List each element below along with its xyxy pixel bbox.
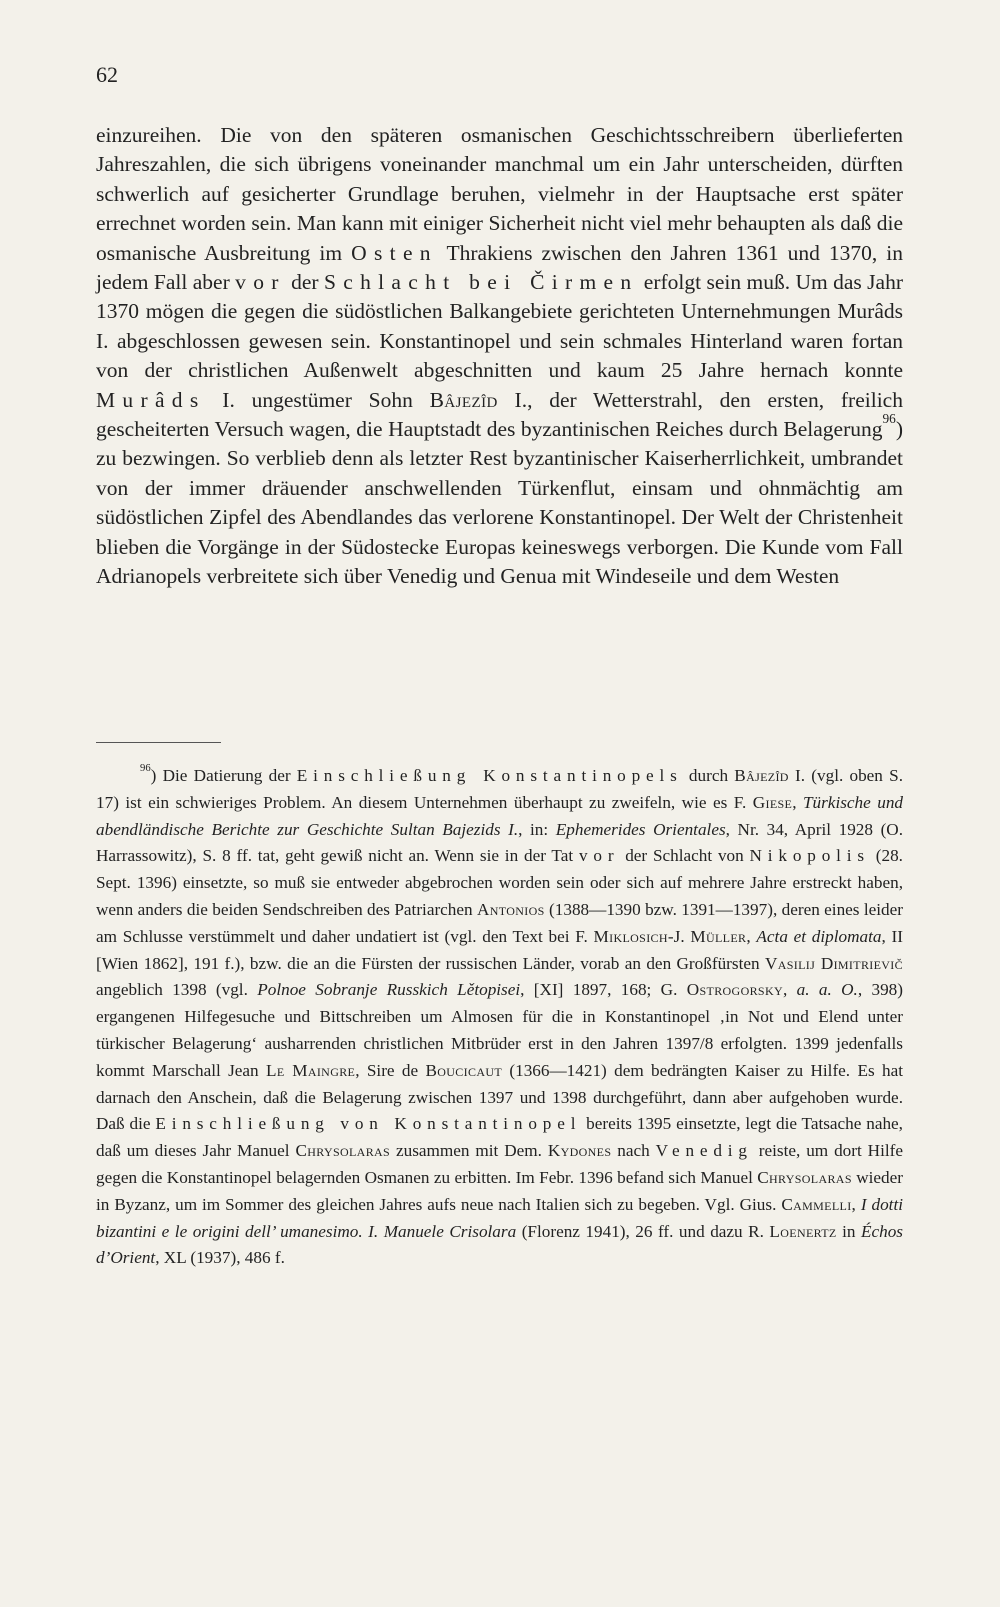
small-caps-name: Vasilij Dimitrievič <box>764 953 903 973</box>
italic-title: Ephemerides Orientales <box>555 819 726 839</box>
footnote-text-segment: der Schlacht von <box>619 846 750 866</box>
emphasized-phrase: Schlacht bei Čirmen <box>323 270 639 295</box>
small-caps-name: Cammelli <box>781 1194 852 1214</box>
emphasized-word: vor <box>235 270 286 295</box>
footnote-text-segment: (1388—1390 bzw. 1391—1397), deren eines leider am Schlusse verstümmelt und daher undatiert ist (vgl. den Text bei F. <box>96 899 904 946</box>
small-caps-name: Loenertz <box>769 1221 837 1241</box>
emphasized-word: vor <box>578 846 620 866</box>
emphasized-word: Nikopolis <box>749 846 870 866</box>
small-caps-name: Miklosich <box>593 926 668 946</box>
small-caps-name: Bâjezîd <box>734 766 789 785</box>
footnote-text-segment: , [XI] 1897, 168; G. <box>520 980 687 1000</box>
footnote-text-segment: I. (vgl. oben S. 17) ist ein schwieriges Problem. An diesem Unternehmen überhaupt zu zweifeln, wie es F. <box>96 766 903 812</box>
footnote-text-segment: (1366—1421) dem bedrängten Kaiser zu Hilfe. Es hat darnach den Anschein, daß die Belagerung zwischen 1397 und 1398 durchgeführt, dann aber aufgehoben wurde. Daß die <box>96 1060 903 1134</box>
footnote-text-segment: , <box>851 1194 861 1214</box>
footnote-text-segment: , 398) ergangenen Hilfegesuche und Bittschreiben um Almosen für die in Konstantinopel ‚in Not und Elend unter türkischer Belagerung‘ ausharrenden christlichen Mitbrüder erst in den Jahren 1397/8 erfolgten. 1399 jedenfalls kommt Marschall Jean <box>96 980 903 1080</box>
page-number: 62 <box>96 62 118 87</box>
italic-abbreviation: a. a. O. <box>796 980 858 1000</box>
italic-title: Türkische und abendländische Berichte zur Geschichte Sultan Bajezids I. <box>96 792 904 839</box>
footnote-text-segment: reiste, um dort Hilfe gegen die Konstantinopel belagernden Osmanen zu erbitten. Im Febr. 1396 befand sich Manuel <box>96 1141 903 1187</box>
footnote-reference: 96 <box>882 411 896 427</box>
footnote-text-segment: bereits 1395 einsetzte, legt die Tatsache nahe, daß um dieses Jahr Manuel <box>96 1114 903 1161</box>
main-text-segment: einzureihen. Die von den späteren osmanischen Geschichtsschreibern überlieferten Jahreszahlen, die sich übrigens voneinander manchmal um ein Jahr unterscheiden, dürften schwerlich auf gesicherter Grundlage beruhen, vielmehr in der Hauptsache erst später errechnet worden sein. Man kann mit einiger Sicherheit nicht viel mehr behaupten als daß die osmanische Ausbreitung im <box>96 123 903 265</box>
emphasized-word: Osten <box>351 240 438 265</box>
footnote-text-segment: ) Die Datierung der <box>150 766 297 785</box>
main-text-segment: der <box>285 270 324 295</box>
footnote-text-segment: , in: <box>518 819 556 839</box>
footnote-text-segment: in <box>836 1221 861 1241</box>
footnote-text-segment: angeblich 1398 (vgl. <box>96 980 258 1000</box>
footnote-text-segment: , Sire de <box>355 1060 426 1080</box>
footnote-number: 96 <box>140 762 151 774</box>
main-paragraph <box>96 121 903 592</box>
footnote-text-segment: , <box>782 980 797 1000</box>
main-text-segment: I. ungestümer Sohn <box>205 387 430 412</box>
footnote-text-segment: durch <box>682 766 735 785</box>
italic-title: Échos d’Orient <box>96 1221 903 1268</box>
small-caps-name: Giese <box>752 792 793 812</box>
small-caps-name: Ostrogorsky <box>686 980 783 1000</box>
main-text-segment: erfolgt sein muß. Um das Jahr 1370 mögen die gegen die südöstlichen Balkangebiete gerichteten Unternehmungen Murâds I. abgeschlossen gewesen sein. Konstantinopel und sein schmales Hinterland waren fortan von der christlichen Außenwelt abgeschnitten und kaum 25 Jahre hernach konnte <box>96 270 903 383</box>
small-caps-name: Müller <box>690 926 747 946</box>
footnote-text-segment: , Nr. 34, April 1928 (O. Harrassowitz), S. 8 ff. tat, geht gewiß nicht an. Wenn sie in der Tat <box>96 819 904 866</box>
main-text-segment: ) zu bezwingen. So verblieb denn als letzter Rest byzantinischer Kaiserherrlichkeit, umbrandet von der immer dräuender anschwellenden Türkenflut, einsam und ohnmächtig am südöstlichen Zipfel des Abendlandes das verlorene Konstantinopel. Der Welt der Christenheit blieben die Vorgänge in der Südostecke Europas keineswegs verborgen. Die Kunde vom Fall Adrianopels verbreitete sich über Venedig und Genua mit Windeseile und dem Westen <box>96 417 903 589</box>
footnote-separator <box>96 742 221 743</box>
footnote-text-segment: , <box>792 792 803 812</box>
main-text-block <box>96 121 903 592</box>
emphasized-phrase: Einschließung von Konstantinopel <box>155 1114 582 1134</box>
footnote-text-segment: wieder in Byzanz, um im Sommer des gleichen Jahres aufs neue nach Italien sich zu begeben. Vgl. Gius. <box>96 1167 903 1214</box>
small-caps-name: Boucicaut <box>425 1060 503 1080</box>
footnote-text-segment: , II [Wien 1862], 191 f.), bzw. die an die Fürsten der russischen Länder, vorab an den Großfürsten <box>96 926 904 973</box>
small-caps-name: Bâjezîd <box>429 387 498 412</box>
emphasized-name: Murâds <box>96 387 206 412</box>
italic-title: I dotti bizantini e le origini dell’ umanesimo. I. Manuele Crisolara <box>96 1194 904 1241</box>
emphasized-word: Venedig <box>655 1141 753 1161</box>
emphasized-phrase: Einschließung Konstantinopels <box>296 766 683 785</box>
main-text-segment: Thrakiens zwischen den Jahren 1361 und 1370, in jedem Fall aber <box>96 240 903 295</box>
footnote-paragraph <box>96 763 903 1272</box>
small-caps-name: Chrysolaras <box>757 1167 852 1187</box>
footnote-text-segment: nach <box>611 1141 656 1161</box>
small-caps-name: Le Maingre <box>266 1060 356 1080</box>
italic-title: Polnoe Sobranje Russkich Lětopisei <box>257 980 521 1000</box>
footnote-text-segment: , <box>746 926 757 946</box>
small-caps-name: Chrysolaras <box>295 1141 391 1161</box>
footnote-text-segment: (28. Sept. 1396) einsetzte, so muß sie entweder abgebrochen worden sein oder sich auf mehrere Jahre erstreckt haben, wenn anders die beiden Sendschreiben des Patriarchen <box>96 846 903 919</box>
small-caps-name: Antonios <box>477 899 545 919</box>
footnote-text-segment: , XL (1937), 486 f. <box>155 1248 285 1268</box>
footnote-text-segment: zusammen mit Dem. <box>390 1141 548 1161</box>
italic-title: Acta et diplomata <box>756 926 882 946</box>
footnote-text-segment: -J. <box>667 926 691 946</box>
footnote-text-segment: (Florenz 1941), 26 ff. und dazu R. <box>516 1221 770 1241</box>
small-caps-name: Kydones <box>547 1141 612 1161</box>
footnote-block <box>96 763 903 1272</box>
main-text-segment: I., der Wetterstrahl, den ersten, freilich gescheiterten Versuch wagen, die Hauptstadt des byzantinischen Reiches durch Belagerung <box>96 387 903 442</box>
